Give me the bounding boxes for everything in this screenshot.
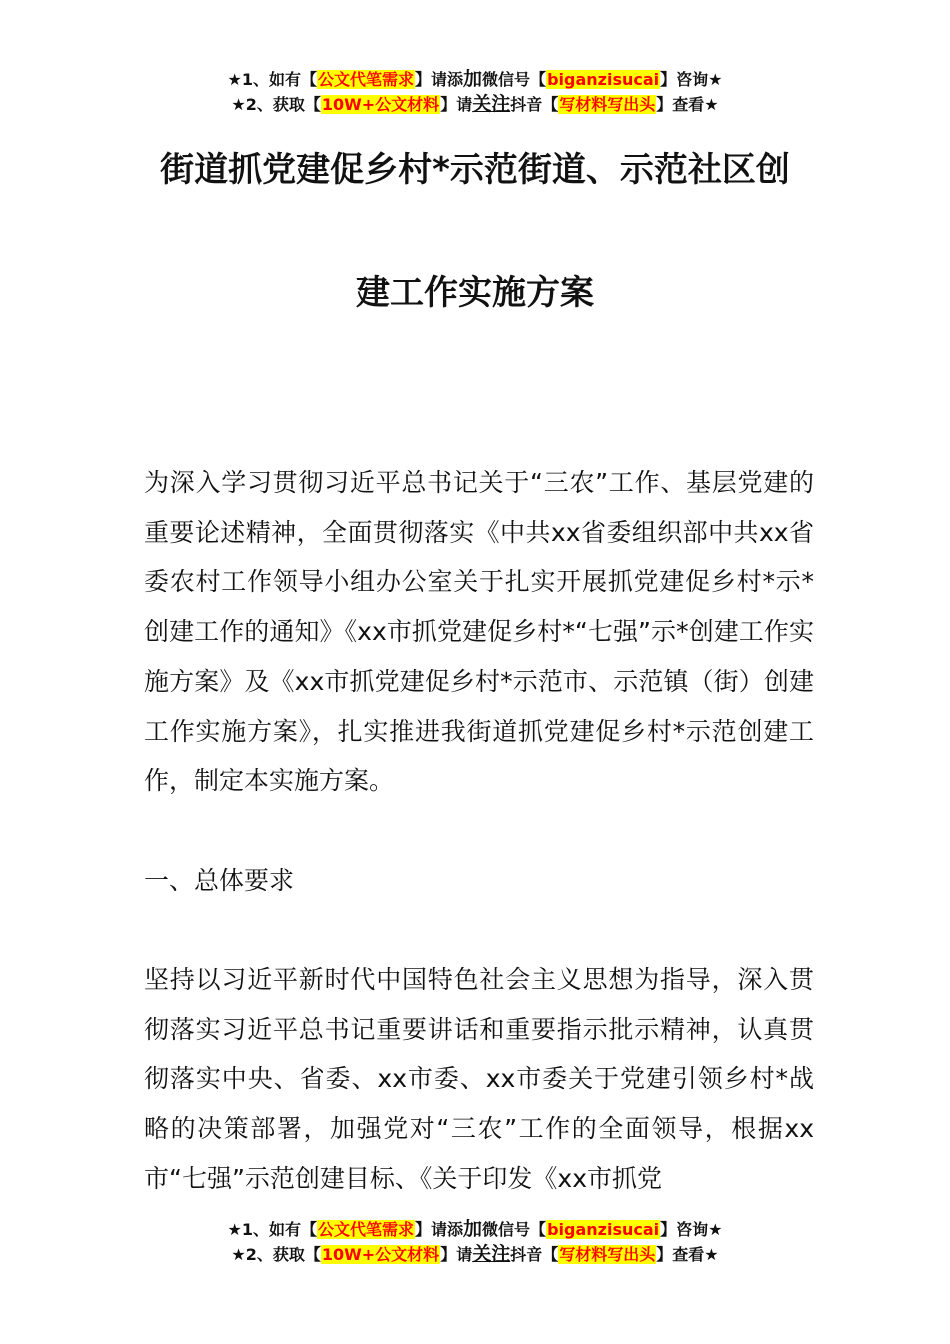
body-paragraph-1: 为深入学习贯彻习近平总书记关于“三农”工作、基层党建的重要论述精神，全面贯彻落实《中共xx省委组织部中共xx省委农村工作领导小组办公室关于扎实开展抓党建促乡村*示*创建工作的通知》《xx市抓党建促乡村*“七强”示*创建工作实施方案》及《xx市抓党建促乡村*示范市、示范镇（街）创建工作实施方案》，扎实推进我街道抓党建促乡村*示范创建工作，制定本实施方案。	[144, 468, 814, 796]
footer-banner	[0, 1217, 950, 1267]
banner-line-1	[0, 67, 950, 92]
banner-text: 】请	[440, 95, 473, 114]
banner-text: 抖音【	[510, 95, 559, 114]
banner-text: 抖音【	[510, 1245, 559, 1264]
banner-text: ★1、如有【	[227, 70, 317, 89]
banner-text: 微信号【	[482, 1220, 547, 1239]
banner-highlight-wechat: biganzisucai	[547, 1220, 660, 1239]
banner-highlight-materials: 10W+公文材料	[321, 95, 440, 114]
section-heading-1: 一、总体要求	[144, 866, 295, 895]
banner-line-2	[0, 1242, 950, 1267]
banner-highlight-douyin: 写材料写出头	[559, 95, 656, 114]
banner-text: 加	[463, 68, 483, 90]
document-title-line-1: 街道抓党建促乡村*示范街道、示范社区创	[160, 150, 790, 190]
banner-text: ★2、获取【	[231, 1245, 321, 1264]
document-title-line-2: 建工作实施方案	[356, 273, 594, 313]
banner-highlight-materials: 10W+公文材料	[321, 1245, 440, 1264]
banner-text: ★1、如有【	[227, 1220, 317, 1239]
banner-text: 关注	[472, 1243, 511, 1265]
banner-highlight-service: 公文代笔需求	[318, 70, 415, 89]
banner-text: 】查看★	[656, 95, 719, 114]
banner-line-1	[0, 1217, 950, 1242]
banner-text: 微信号【	[482, 70, 547, 89]
banner-text: 】请	[440, 1245, 473, 1264]
banner-highlight-douyin: 写材料写出头	[559, 1245, 656, 1264]
banner-text: 关注	[472, 93, 511, 115]
banner-text: 】咨询★	[660, 1220, 723, 1239]
banner-text: ★2、获取【	[231, 95, 321, 114]
banner-text: 】咨询★	[660, 70, 723, 89]
banner-text: 】请添	[415, 1220, 464, 1239]
banner-highlight-wechat: biganzisucai	[547, 70, 660, 89]
banner-text: 】请添	[415, 70, 464, 89]
header-banner	[0, 67, 950, 117]
banner-text: 】查看★	[656, 1245, 719, 1264]
banner-text: 加	[463, 1218, 483, 1240]
body-paragraph-2: 坚持以习近平新时代中国特色社会主义思想为指导，深入贯彻落实习近平总书记重要讲话和重要指示批示精神，认真贯彻落实中央、省委、xx市委、xx市委关于党建引领乡村*战略的决策部署，加强党对“三农”工作的全面领导，根据xx市“七强”示范创建目标、《关于印发《xx市抓党	[144, 965, 814, 1193]
banner-highlight-service: 公文代笔需求	[318, 1220, 415, 1239]
banner-line-2	[0, 92, 950, 117]
